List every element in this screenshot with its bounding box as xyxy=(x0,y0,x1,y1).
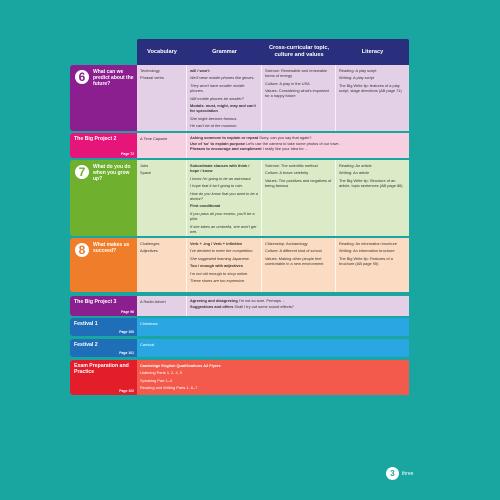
grammar-point: Verb + -ing / Verb + infinitive xyxy=(190,241,243,246)
grammar-example: If she takes an umbrella, she won't get wet. xyxy=(190,223,257,234)
grammar-example: He can't be at the museum. xyxy=(190,123,238,129)
vocabulary-cell xyxy=(137,133,187,158)
unit-number: 6 xyxy=(73,68,91,86)
festival-1-row xyxy=(70,318,409,336)
topic-item: Values: Considering what's important for a happy future xyxy=(265,88,329,99)
exam-row xyxy=(70,360,409,395)
header-grammar: Grammar xyxy=(212,48,237,55)
function-label: Use of 'so' to explain purpose xyxy=(190,140,246,146)
grammar-example: They won't have smaller mobile phones. xyxy=(190,82,245,94)
header-topic: Cross-curricular topic, culture and values xyxy=(269,45,329,58)
unit-8-label xyxy=(70,238,137,292)
literacy-cell xyxy=(336,160,409,236)
grammar-example: She might become famous. xyxy=(190,115,238,121)
unit-page: Page 86 xyxy=(121,286,134,290)
unit-7-label xyxy=(70,160,137,236)
grammar-example: These shoes are too expensive. xyxy=(190,278,246,284)
unit-number: 8 xyxy=(73,241,91,259)
topic-item: Science: The scientific method xyxy=(265,163,318,168)
big-project-2-row xyxy=(70,133,409,158)
topic-item: Culture: A play in the USA xyxy=(265,80,310,86)
project-functions xyxy=(187,296,409,316)
exam-title: Exam Preparation and Practice xyxy=(74,363,129,376)
festival-name: Christmas xyxy=(140,321,158,326)
page-number-badge: 3 xyxy=(386,467,399,480)
literacy-item: The Big Write tip: features of a play script, stage directions (AB page 71) xyxy=(339,82,402,94)
vocab-item: Technology xyxy=(140,68,160,73)
page-number xyxy=(386,467,413,480)
grammar-point: First conditional xyxy=(190,203,221,209)
grammar-point: Subordinate clauses with think / hope / know xyxy=(190,163,250,174)
project-page: Page 96 xyxy=(121,310,134,314)
unit-title: What makes us succeed? xyxy=(93,242,130,254)
project-functions xyxy=(187,133,409,158)
function-example: Shall I try out some sound effects? xyxy=(234,303,294,309)
literacy-item: Reading: A play script xyxy=(339,68,377,73)
function-label: Asking someone to explain or repeat xyxy=(190,135,259,140)
grammar-example: I've decided to enter the competition. xyxy=(190,248,254,254)
topic-item: Values: Making other people feel comfortable in a new environment xyxy=(265,255,324,267)
exam-line: Reading and Writing Parts 1, 6–7 xyxy=(140,384,198,390)
unit-title: What do you do when you grow up? xyxy=(93,164,131,182)
vocab-item: Jobs xyxy=(140,163,149,168)
vocab-item: Space xyxy=(140,170,152,176)
topic-item: Science: Renewable and renewable forms of energy xyxy=(265,68,328,79)
vocabulary-cell xyxy=(137,65,187,131)
festival-page: Page 100 xyxy=(119,330,134,334)
grammar-point: Modals: must, might, may and can't for speculation xyxy=(190,103,256,114)
festival-page: Page 101 xyxy=(119,351,134,355)
grammar-cell xyxy=(187,65,262,131)
grammar-point: will / won't xyxy=(190,68,210,73)
grammar-example: How do you know that you want to be a doctor? xyxy=(190,190,258,201)
festival-title: Festival 2 xyxy=(74,342,98,348)
header-vocabulary: Vocabulary xyxy=(147,48,177,55)
grammar-cell xyxy=(187,238,262,292)
exam-line: Speaking Part 1–4 xyxy=(140,377,173,383)
grammar-example: I hope that it isn't going to rain. xyxy=(190,183,243,189)
topic-item: Culture: A brave celebrity xyxy=(265,170,309,176)
vocab-item: Phrasal verbs xyxy=(140,75,164,81)
grammar-example: We'll wear mobile phones like gloves. xyxy=(190,75,255,81)
grammar-example: Will mobile phones be smaller? xyxy=(190,95,244,101)
function-label: Suggestions and offers xyxy=(190,303,234,309)
topic-item: Citizenship: Archaeology xyxy=(265,241,308,246)
literacy-item: Writing: A play script xyxy=(339,75,374,81)
literacy-item: Writing: An information brochure xyxy=(339,248,395,254)
literacy-item: The Big Write tip: Features of a brochure (AB page 95) xyxy=(339,255,393,267)
big-project-3-row xyxy=(70,296,409,316)
vocabulary-cell xyxy=(137,296,187,316)
function-label: Phrases to encourage and compliment xyxy=(190,146,262,152)
function-example: Let's use the camera to take some photos of our town. xyxy=(246,140,340,146)
unit-6-row xyxy=(70,65,409,131)
grammar-example: If you pass all your exams, you'll be a pilot. xyxy=(190,210,255,222)
vocab-item: Challenges xyxy=(140,241,160,246)
function-label: Agreeing and disagreeing xyxy=(190,298,238,303)
topic-cell xyxy=(262,160,336,236)
festival-1-label xyxy=(70,318,137,336)
big-project-2-label xyxy=(70,133,137,158)
unit-page: Page 62 xyxy=(121,125,134,129)
function-example: I'm not so sure. Perhaps ... xyxy=(238,298,286,303)
vocab-item: Adjectives xyxy=(140,248,158,254)
literacy-item: Reading: An information brochure xyxy=(339,241,397,246)
grammar-point: Too / enough with adjectives xyxy=(190,263,243,269)
table-header xyxy=(137,39,409,65)
exam-label xyxy=(70,360,137,395)
project-title: The Big Project 3 xyxy=(74,299,117,305)
literacy-cell xyxy=(336,238,409,292)
big-project-3-label xyxy=(70,296,137,316)
unit-page: Page 74 xyxy=(121,230,134,234)
literacy-item: The Big Write tip: Structure of an article, topic sentences (AB page 86) xyxy=(339,177,403,189)
topic-item: Values: The positives and negatives of being famous xyxy=(265,177,332,189)
unit-title: What can we predict about the future? xyxy=(93,69,134,87)
festival-name: Carnival xyxy=(140,342,155,347)
festival-title: Festival 1 xyxy=(74,321,98,327)
unit-7-row xyxy=(70,160,409,236)
function-example: I really like your idea for ... xyxy=(262,146,309,152)
page-number-word: three xyxy=(402,470,414,477)
exam-details xyxy=(137,360,409,395)
unit-number: 7 xyxy=(73,163,91,181)
literacy-cell xyxy=(336,65,409,131)
exam-line: Listening Parts 1, 2, 4, 5 xyxy=(140,370,182,376)
grammar-example: She suggested learning Japanese. xyxy=(190,255,250,261)
vocabulary-cell xyxy=(137,160,187,236)
festival-2-label xyxy=(70,339,137,357)
project-title: The Big Project 2 xyxy=(74,136,117,142)
exam-page: Page 102 xyxy=(119,389,134,393)
festival-2-row xyxy=(70,339,409,357)
topic-cell xyxy=(262,65,336,131)
topic-item: Culture: A different kind of school xyxy=(265,248,322,254)
function-example: Sorry, can you say that again? xyxy=(259,135,312,140)
topic-cell xyxy=(262,238,336,292)
project-topic: A Radio Advert xyxy=(140,299,166,304)
grammar-example: I know I'm going to be an astronaut. xyxy=(190,175,252,181)
header-literacy: Literacy xyxy=(361,48,384,55)
unit-8-row xyxy=(70,238,409,292)
literacy-item: Reading: An article xyxy=(339,163,372,168)
project-page: Page 72 xyxy=(121,152,134,156)
project-topic: A Time Capsule xyxy=(140,136,168,141)
exam-line: Cambridge English Qualifications A2 Flyers xyxy=(140,363,221,368)
vocabulary-cell xyxy=(137,238,187,292)
unit-6-label xyxy=(70,65,137,131)
grammar-cell xyxy=(187,160,262,236)
grammar-example: I'm not old enough to shop online. xyxy=(190,270,249,276)
literacy-item: Writing: An article xyxy=(339,170,370,176)
